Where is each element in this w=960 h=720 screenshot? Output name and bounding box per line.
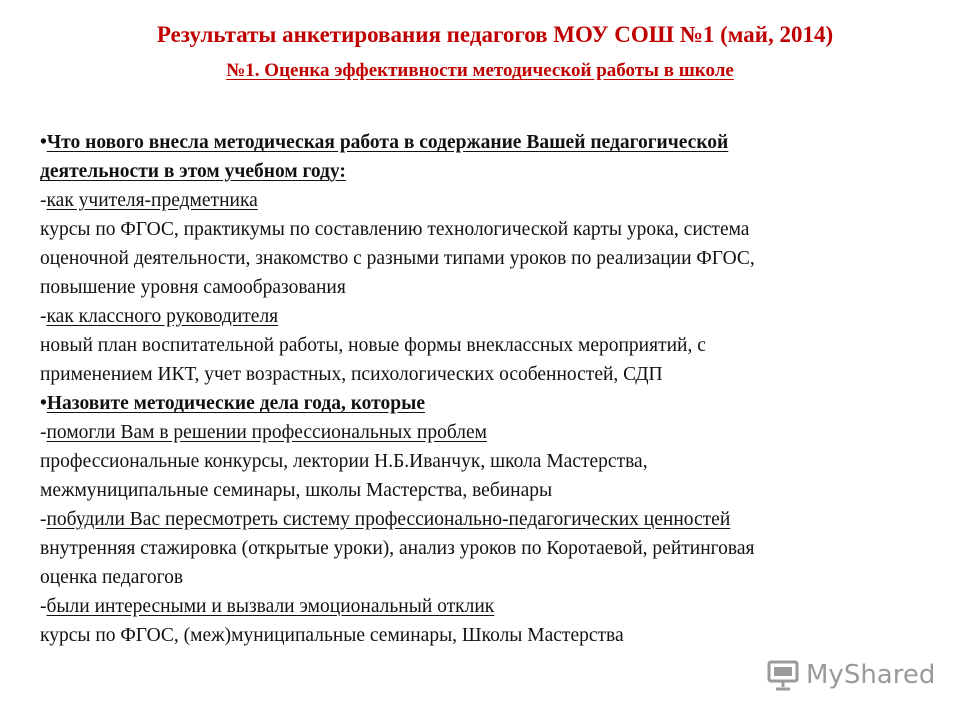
presentation-icon: [766, 658, 800, 692]
myshared-watermark: [766, 655, 935, 695]
dash: -: [40, 596, 47, 617]
section-values-heading-text: побудили Вас пересмотреть систему профессионально-педагогических ценностей: [46, 509, 731, 530]
section-values-line: внутренняя стажировка (открытые уроки), анализ уроков по Коротаевой, рейтинговая: [40, 538, 755, 559]
question-1-text-2: деятельности в этом учебном году:: [40, 161, 346, 182]
section-class-heading: [40, 302, 940, 331]
question-1-line-2: [40, 157, 940, 186]
bullet: •: [40, 132, 47, 153]
section-teacher-line: оценочной деятельности, знакомство с разными типами уроков по реализации ФГОС,: [40, 248, 755, 269]
page-title-text: Результаты анкетирования педагогов МОУ СОШ №1 (май, 2014): [156, 22, 834, 47]
page-subtitle: [0, 60, 960, 82]
dash: -: [40, 306, 47, 327]
question-2-line-1: [40, 389, 940, 418]
survey-content: [40, 128, 940, 650]
section-help-line: профессиональные конкурсы, лектории Н.Б.Иванчук, школа Мастерства,: [40, 451, 648, 472]
section-class-heading-text: как классного руководителя: [46, 306, 279, 327]
section-help-heading-text: помогли Вам в решении профессиональных проблем: [46, 422, 488, 443]
section-help-heading: [40, 418, 940, 447]
section-teacher-heading: [40, 186, 940, 215]
section-values-line: оценка педагогов: [40, 567, 184, 588]
dash: -: [40, 190, 47, 211]
section-teacher-heading-text: как учителя-предметника: [46, 190, 258, 211]
page-title: [0, 22, 960, 48]
section-teacher-line: повышение уровня самообразования: [40, 277, 346, 298]
section-interest-heading: [40, 592, 940, 621]
section-interest-line: курсы по ФГОС, (меж)муниципальные семинары, Школы Мастерства: [40, 625, 624, 646]
question-1-line-1: [40, 128, 940, 157]
section-teacher-line: курсы по ФГОС, практикумы по составлению технологической карты урока, система: [40, 219, 750, 240]
section-values-heading: [40, 505, 940, 534]
section-interest-heading-text: были интересными и вызвали эмоциональный отклик: [46, 596, 495, 617]
dash: -: [40, 509, 47, 530]
question-1-text-1: Что нового внесла методическая работа в содержание Вашей педагогической: [46, 132, 729, 153]
watermark-text: MyShared: [806, 660, 936, 690]
bullet: •: [40, 393, 47, 414]
section-class-line: применением ИКТ, учет возрастных, психологических особенностей, СДП: [40, 364, 663, 385]
question-2-text-1: Назовите методические дела года, которые: [46, 393, 425, 414]
dash: -: [40, 422, 47, 443]
section-help-line: межмуниципальные семинары, школы Мастерства, вебинары: [40, 480, 553, 501]
page-subtitle-text: №1. Оценка эффективности методической работы в школе: [226, 60, 734, 81]
section-class-line: новый план воспитательной работы, новые формы внеклассных мероприятий, с: [40, 335, 706, 356]
